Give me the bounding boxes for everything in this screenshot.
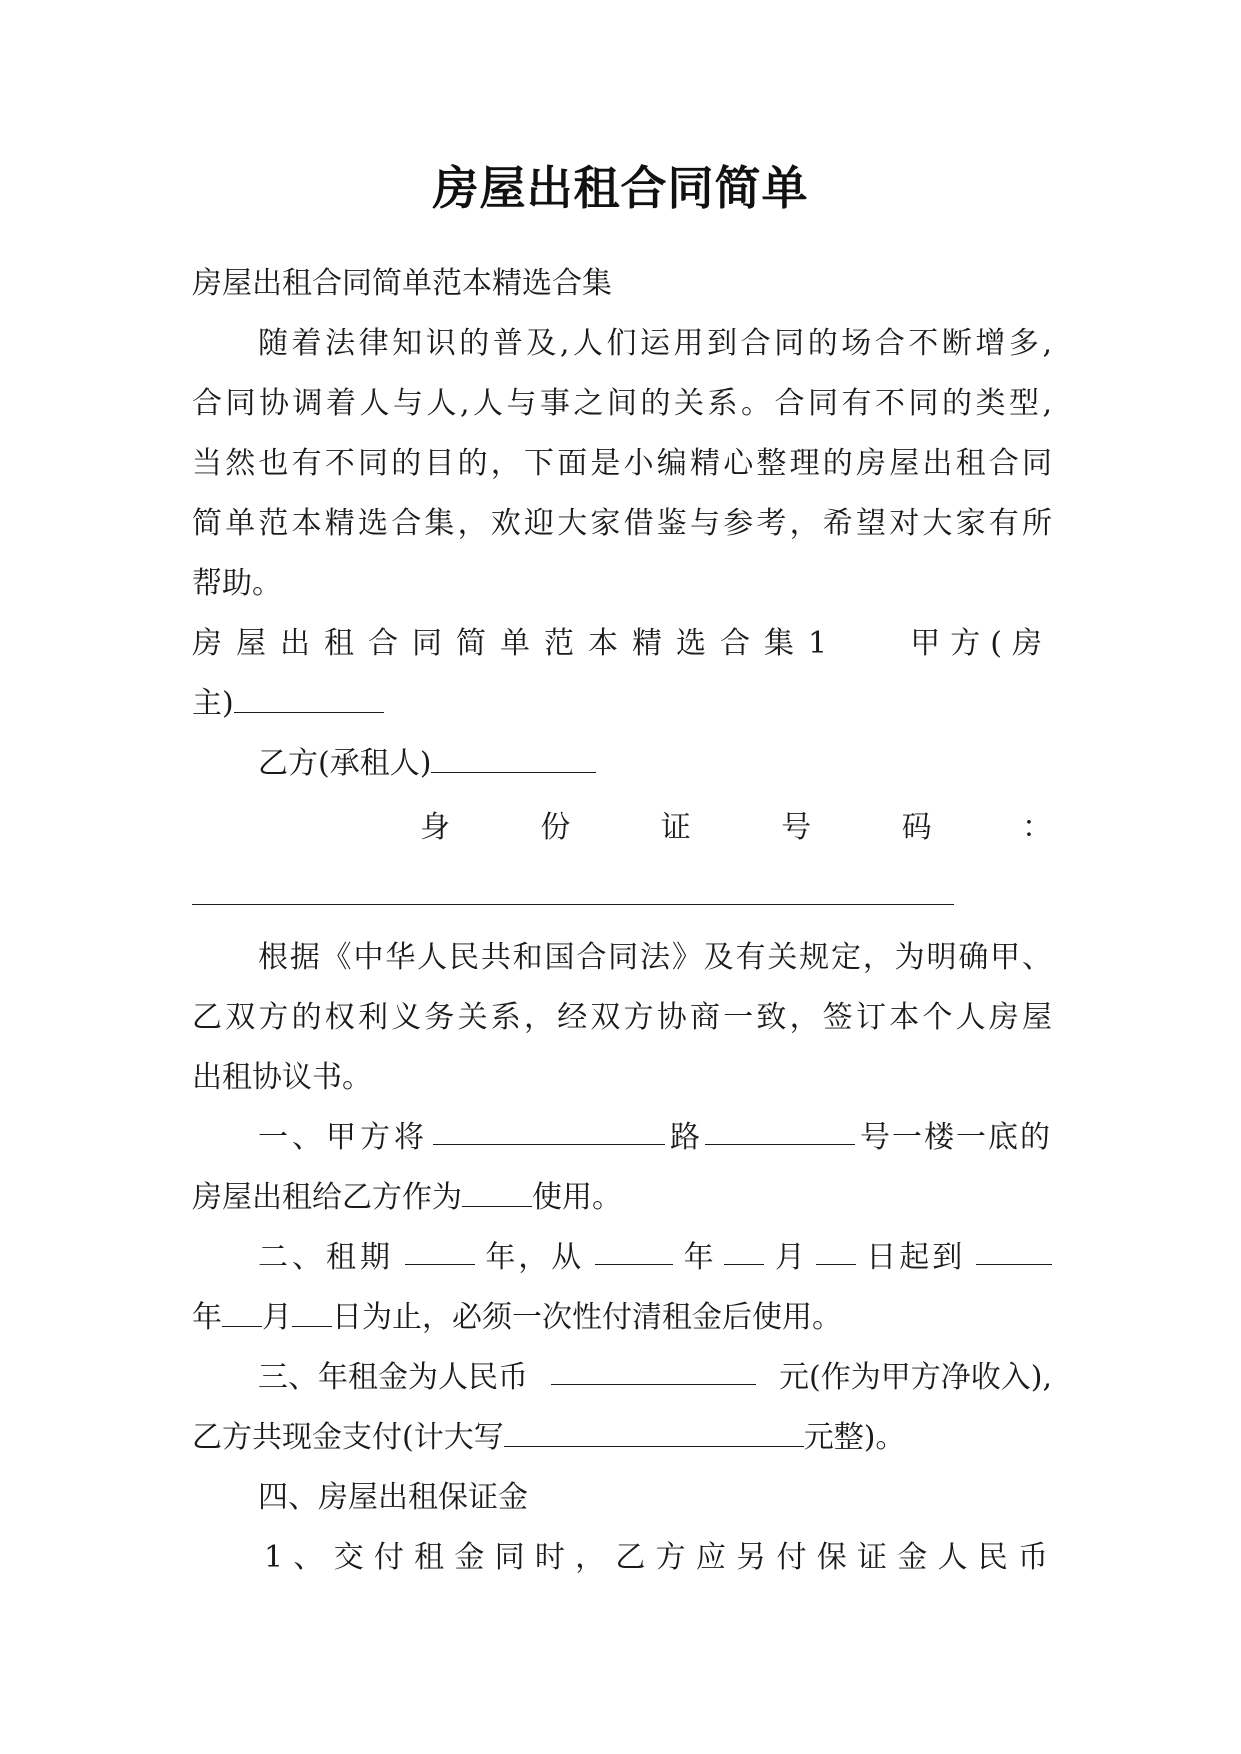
party-b-row xyxy=(258,744,1052,784)
clause-2-blank-years xyxy=(405,1238,475,1265)
clause-2-text-8: 日为止，必须一次性付清租金后使用。 xyxy=(332,1300,842,1335)
clause-2-row-2 xyxy=(192,1298,1052,1338)
clause-4-heading: 四、房屋出租保证金 xyxy=(258,1480,528,1515)
clause-2-text-2: 年，从 xyxy=(485,1240,585,1275)
document-subtitle: 房屋出租合同简单范本精选合集 xyxy=(192,266,612,301)
clause-2-blank-end-year xyxy=(976,1238,1052,1265)
clause-1-text-2: 路 xyxy=(670,1120,700,1155)
clause-2-text-4: 月 xyxy=(774,1240,805,1275)
clause-1-row-2 xyxy=(192,1178,1052,1218)
clause-4-item-1: 1、交付租金同时，乙方应另付保证金人民币 xyxy=(264,1540,1052,1575)
party-b-label: 乙方(承租人) xyxy=(258,746,432,781)
clause-3-text-3: 乙方共现金支付(计大写 xyxy=(192,1420,504,1455)
basis-line-2: 乙双方的权利义务关系，经双方协商一致，签订本个人房屋 xyxy=(192,1000,1052,1035)
id-label-char-6: ： xyxy=(1021,810,1052,845)
id-label-char-5: 码 xyxy=(901,810,932,845)
clause-1-text-5: 使用。 xyxy=(532,1180,622,1215)
party-a-label-start: 甲方(房 xyxy=(910,626,1052,661)
id-label-char-4: 号 xyxy=(781,810,812,845)
clause-2-blank-start-month xyxy=(724,1238,764,1265)
clause-2-text-3: 年 xyxy=(683,1240,714,1275)
intro-line-4: 简单范本精选合集，欢迎大家借鉴与参考，希望对大家有所 xyxy=(192,506,1052,541)
clause-2-blank-start-year xyxy=(595,1238,673,1265)
clause-2-text-7: 月 xyxy=(262,1300,292,1335)
intro-line-3: 当然也有不同的目的，下面是小编精心整理的房屋出租合同 xyxy=(192,446,1052,481)
party-a-row xyxy=(192,684,1052,724)
clause-2-text-6: 年 xyxy=(192,1300,222,1335)
id-number-label-row xyxy=(420,808,1052,848)
party-a-blank xyxy=(234,686,384,713)
clause-2-blank-end-month xyxy=(222,1300,262,1327)
clause-3-row-2 xyxy=(192,1418,1052,1458)
intro-line-5: 帮助。 xyxy=(192,566,282,601)
clause-3-text-1: 三、年租金为人民币 xyxy=(258,1360,528,1395)
id-label-char-1: 身 xyxy=(420,810,450,845)
section1-heading: 房屋出租合同简单范本精选合集1 xyxy=(192,626,842,661)
clause-3-blank-rent xyxy=(551,1358,756,1385)
clause-3-text-4: 元整)。 xyxy=(803,1420,906,1455)
basis-line-1: 根据《中华人民共和国合同法》及有关规定，为明确甲、 xyxy=(258,940,1052,975)
section1-heading-row xyxy=(192,624,1052,664)
party-a-label-end: 主) xyxy=(192,686,234,721)
clause-1-text-4: 房屋出租给乙方作为 xyxy=(192,1180,462,1215)
clause-2-text-1: 二、租期 xyxy=(258,1240,394,1275)
clause-1-blank-road xyxy=(433,1118,665,1145)
clause-1-row-1 xyxy=(258,1118,1052,1158)
basis-line-3: 出租协议书。 xyxy=(192,1060,372,1095)
clause-1-blank-number xyxy=(705,1118,855,1145)
party-b-blank xyxy=(431,746,596,773)
clause-2-row-1 xyxy=(258,1238,1052,1278)
clause-1-text-1: 一、甲方将 xyxy=(258,1120,428,1155)
clause-1-text-3: 号一楼一底的 xyxy=(860,1120,1052,1155)
id-number-blank xyxy=(192,904,954,905)
clause-2-blank-end-day xyxy=(292,1300,332,1327)
intro-line-1: 随着法律知识的普及,人们运用到合同的场合不断增多, xyxy=(258,326,1052,361)
id-label-char-3: 证 xyxy=(660,810,691,845)
clause-3-text-2: 元(作为甲方净收入), xyxy=(779,1360,1052,1395)
clause-2-text-5: 日起到 xyxy=(866,1240,966,1275)
clause-2-blank-start-day xyxy=(816,1238,856,1265)
document-title: 房屋出租合同简单 xyxy=(432,161,809,215)
clause-3-row-1 xyxy=(258,1358,1052,1398)
id-label-char-2: 份 xyxy=(540,810,571,845)
intro-line-2: 合同协调着人与人,人与事之间的关系。合同有不同的类型, xyxy=(192,386,1052,421)
clause-3-blank-amount-words xyxy=(504,1420,804,1447)
clause-1-blank-usage xyxy=(462,1180,532,1207)
